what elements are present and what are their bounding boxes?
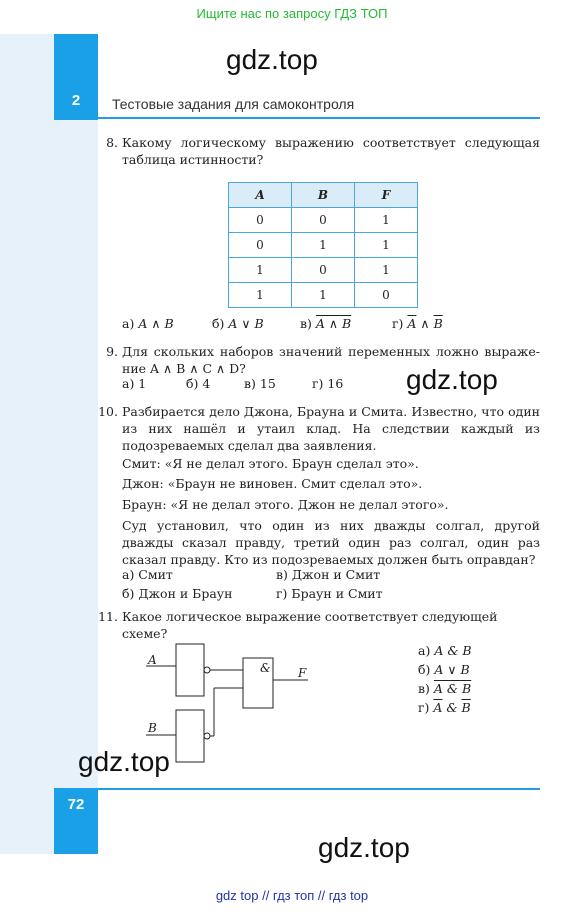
q10-option-c: в) Джон и Смит	[276, 567, 381, 582]
watermark: gdz.top	[318, 832, 410, 863]
court-statement: Суд установил, что один из них дважды солгал, другой дважды сказал правду, третий один раз солгал, один раз сказал правду. Кто из подозреваемых должен быть оправдан?	[122, 518, 540, 567]
q8-option-d: г) $\overline{A}$ ∧ $\overline{B}$	[392, 316, 443, 331]
table-row	[229, 233, 418, 258]
output-f-label: F	[298, 666, 307, 680]
question-text: Разбирается дело Джона, Брауна и Смита. Известно, что один из них нашёл и утаил клад. На следствии каждый из подозреваемых сделал два заявления.	[122, 404, 540, 453]
question-number: 9.	[106, 344, 118, 359]
question-number: 8.	[106, 135, 118, 150]
john-statement: Джон: «Браун не виновен. Смит сделал это».	[122, 476, 423, 491]
table-cell: 1	[355, 258, 418, 283]
q10-option-a: а) Смит	[122, 567, 173, 582]
header-b: B	[292, 183, 355, 208]
question-text: Для скольких наборов значений переменных ложно выраже-ние A ∧ B ∧ C ∧ D?	[122, 344, 540, 376]
and-gate-symbol: &	[260, 661, 271, 675]
table-header-row	[229, 183, 418, 208]
q8-option-a: а) A ∧ B	[122, 316, 174, 331]
q8-option-b: б) A ∨ B	[212, 316, 264, 331]
question-8	[0, 134, 584, 174]
header-a: A	[229, 183, 292, 208]
question-text: Какое логическое выражение соответствует следующей схеме?	[122, 609, 498, 641]
q9-option-d: г) 16	[312, 376, 344, 391]
question-number: 11.	[98, 609, 118, 624]
not-gate-b	[176, 710, 204, 762]
smith-statement: Смит: «Я не делал этого. Браун сделал это».	[122, 456, 419, 471]
q9-option-a: а) 1	[122, 376, 147, 391]
table-cell: 1	[229, 258, 292, 283]
question-text: Какому логическому выражению соответствует следующая таблица истинности?	[122, 135, 540, 167]
brown-statement: Браун: «Я не делал этого. Джон не делал этого».	[122, 497, 449, 512]
q11-option-b: б) A ∨ B	[418, 662, 470, 677]
chapter-number: 2	[71, 92, 81, 109]
inversion-bubble-b	[204, 733, 210, 739]
table-cell: 0	[229, 233, 292, 258]
question-number: 10.	[98, 404, 118, 419]
watermark: gdz.top	[78, 746, 170, 777]
watermark: gdz.top	[226, 44, 318, 75]
q11-option-a: а) A & B	[418, 643, 472, 658]
table-row	[229, 283, 418, 308]
table-cell: 1	[355, 208, 418, 233]
header-title: Тестовые задания для самоконтроля	[112, 96, 355, 112]
table-cell: 0	[292, 208, 355, 233]
header-f: F	[355, 183, 418, 208]
q11-option-d: г) $\overline{A}$ & $\overline{B}$	[418, 700, 471, 715]
not-gate-a	[176, 644, 204, 696]
table-cell: 0	[229, 208, 292, 233]
header-divider	[98, 117, 540, 119]
table-cell: 1	[292, 283, 355, 308]
q11-option-c: в) A & B	[418, 681, 472, 696]
input-b-label: B	[148, 721, 157, 735]
top-banner: Ищите нас по запросу ГДЗ ТОП	[196, 6, 388, 21]
q10-option-d: г) Браун и Смит	[276, 586, 383, 601]
table-cell: 1	[292, 233, 355, 258]
input-a-label: A	[148, 653, 157, 667]
table-row	[229, 258, 418, 283]
footer-divider	[98, 788, 540, 790]
truth-table	[228, 182, 418, 308]
question-10	[0, 403, 584, 455]
table-row	[229, 208, 418, 233]
q8-option-c: в) A ∧ B	[300, 316, 352, 331]
watermark: gdz.top	[406, 364, 498, 395]
q10-option-b: б) Джон и Браун	[122, 586, 233, 601]
inversion-bubble-a	[204, 667, 210, 673]
footer-links: gdz top // гдз топ // гдз top	[215, 888, 369, 903]
q9-option-b: б) 4	[186, 376, 211, 391]
table-cell: 0	[292, 258, 355, 283]
table-cell: 0	[355, 283, 418, 308]
page-number: 72	[67, 796, 85, 813]
table-cell: 1	[229, 283, 292, 308]
q9-option-c: в) 15	[244, 376, 276, 391]
table-cell: 1	[355, 233, 418, 258]
